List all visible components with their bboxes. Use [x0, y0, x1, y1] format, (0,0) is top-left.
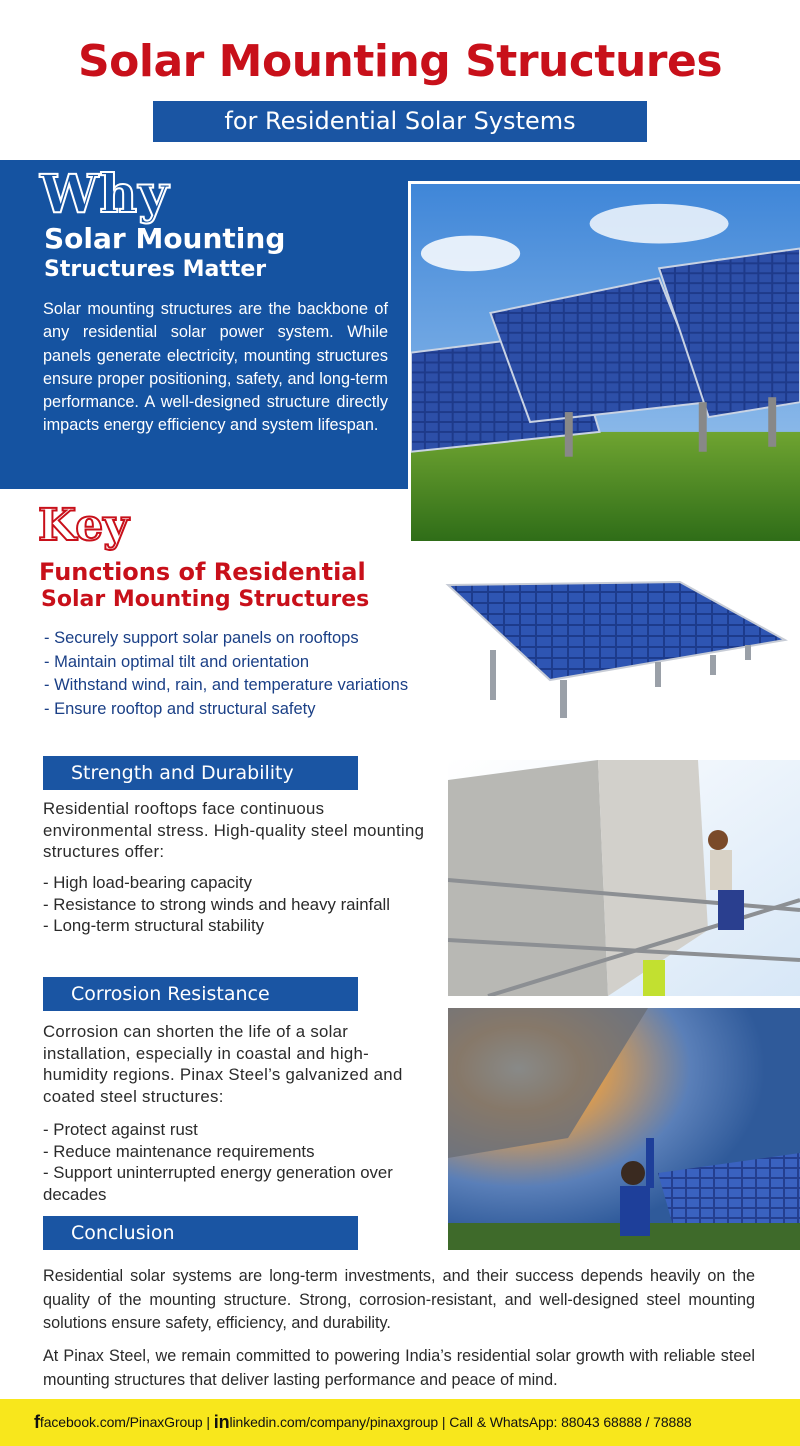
- page-subtitle: for Residential Solar Systems: [153, 101, 647, 142]
- conclusion-paragraph-2: At Pinax Steel, we remain committed to powering India’s residential solar growth with reliable steel mounting structures that deliver lasting performance and peace of mind.: [43, 1347, 755, 1389]
- page-title: Solar Mounting Structures: [77, 36, 723, 87]
- strength-list: [43, 872, 433, 937]
- strength-heading: Strength and Durability: [43, 756, 358, 790]
- why-heading: [44, 222, 285, 283]
- footer-bar: [0, 1399, 800, 1446]
- linkedin-link[interactable]: linkedin.com/company/pinaxgroup: [229, 1414, 439, 1430]
- why-heading-line1: Solar Mounting: [44, 222, 286, 255]
- key-heading-line2: Solar Mounting Structures: [41, 586, 370, 612]
- list-item: - Withstand wind, rain, and temperature variations: [44, 674, 424, 698]
- why-word: Why: [40, 164, 170, 225]
- corrosion-text: Corrosion can shorten the life of a solar installation, especially in coastal and high-humidity regions. Pinax Steel’s galvanized and coated steel structures:: [43, 1022, 403, 1106]
- conclusion-paragraph-1: Residential solar systems are long-term investments, and their success depends heavily on the quality of the mounting structure. Strong, corrosion-resistant, and well-designed steel mounting solutions ensure safety, efficiency, and durability.: [43, 1267, 755, 1332]
- solar-farm-photo: [408, 181, 800, 541]
- mounted-panel-photo: [440, 570, 800, 720]
- corrosion-list: [43, 1119, 433, 1205]
- list-item: - Ensure rooftop and structural safety: [44, 698, 424, 722]
- key-functions-list: [44, 627, 424, 721]
- facebook-link[interactable]: facebook.com/PinaxGroup: [39, 1414, 203, 1430]
- strength-text: Residential rooftops face continuous environmental stress. High-quality steel mounting structures offer:: [43, 799, 425, 861]
- key-heading: [39, 559, 369, 612]
- corrosion-heading: Corrosion Resistance: [43, 977, 358, 1011]
- installation-workers-photo: [448, 760, 800, 996]
- list-item: - Maintain optimal tilt and orientation: [44, 651, 424, 675]
- conclusion-heading: Conclusion: [43, 1216, 358, 1250]
- contact-info: | Call & WhatsApp: 88043 68888 / 78888: [438, 1414, 692, 1430]
- list-item: - Securely support solar panels on rooftops: [44, 627, 424, 651]
- list-item: - Resistance to strong winds and heavy rainfall: [43, 894, 433, 916]
- list-item: - Support uninterrupted energy generation over decades: [43, 1162, 433, 1205]
- linkedin-icon[interactable]: in: [213, 1412, 230, 1432]
- list-item: - Long-term structural stability: [43, 915, 433, 937]
- key-word: Key: [38, 500, 129, 551]
- footer-separator: |: [202, 1414, 214, 1430]
- facebook-icon[interactable]: f: [34, 1412, 40, 1432]
- list-item: - Reduce maintenance requirements: [43, 1141, 433, 1163]
- why-paragraph: Solar mounting structures are the backbone of any residential solar power system. While panels generate electricity, mounting structures ensure proper positioning, safety, and long-term performance. A well-designed structure directly impacts energy efficiency and system lifespan.: [43, 300, 388, 435]
- list-item: - Protect against rust: [43, 1119, 433, 1141]
- technician-sunset-photo: [448, 1008, 800, 1250]
- key-heading-line1: Functions of Residential: [39, 558, 366, 586]
- list-item: - High load-bearing capacity: [43, 872, 433, 894]
- why-heading-line2: Structures Matter: [44, 257, 267, 283]
